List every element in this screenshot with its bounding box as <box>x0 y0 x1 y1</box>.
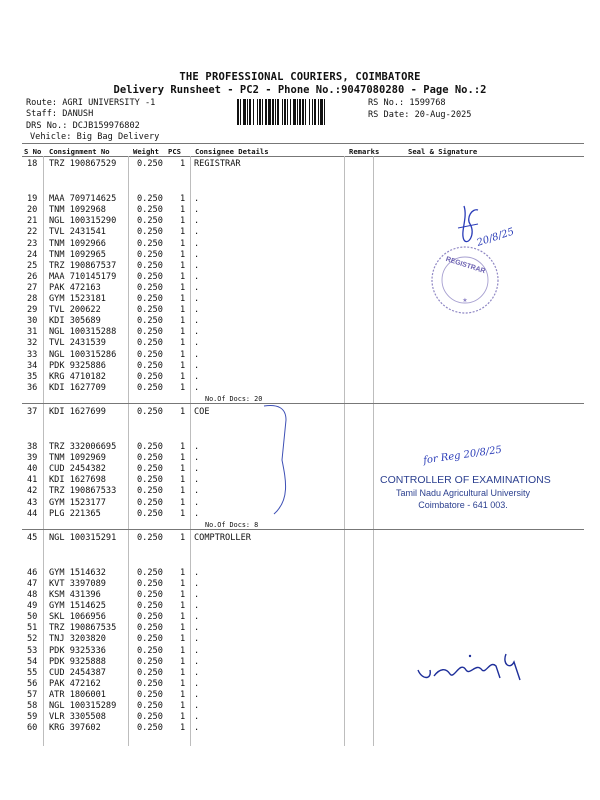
cell-name: . <box>194 349 200 360</box>
col-sno: S No <box>24 147 42 156</box>
cell-wt: 0.250 <box>137 159 163 169</box>
cell-sno: 34 <box>27 360 38 371</box>
cell-sno: 53 <box>27 645 38 656</box>
table-row <box>0 383 600 394</box>
cell-wt: 0.250 <box>137 260 163 271</box>
cell-wt: 0.250 <box>137 294 163 304</box>
cell-cons: TRZ 332006695 <box>49 442 117 452</box>
cell-wt: 0.250 <box>137 360 163 371</box>
cell-cons: TRZ 190867535 <box>49 623 117 634</box>
signature-date: 20/8/25 <box>475 226 516 249</box>
cell-pcs: 1 <box>180 612 186 623</box>
col-consignee: Consignee Details <box>195 147 269 156</box>
cell-name: . <box>194 508 200 519</box>
cell-sno: 32 <box>27 338 38 349</box>
cell-pcs: 1 <box>180 678 186 689</box>
table-row <box>0 623 600 634</box>
comptroller-signature <box>410 640 550 690</box>
cell-cons: VLR 3305508 <box>49 712 106 723</box>
cell-name: . <box>194 475 200 486</box>
cell-name: COE <box>194 406 210 417</box>
table-row <box>0 294 600 305</box>
table-row <box>0 261 600 272</box>
cell-cons: ATR 1806001 <box>49 689 106 700</box>
cell-pcs: 1 <box>180 194 186 205</box>
cell-cons: KSM 431396 <box>49 590 101 600</box>
cell-pcs: 1 <box>180 327 186 338</box>
cell-pcs: 1 <box>180 486 186 497</box>
table-row <box>0 579 600 590</box>
cell-wt: 0.250 <box>137 567 163 578</box>
cell-wt: 0.250 <box>137 238 163 249</box>
cell-pcs: 1 <box>180 634 186 645</box>
cell-wt: 0.250 <box>137 612 163 623</box>
cell-pcs: 1 <box>180 159 186 169</box>
cell-sno: 56 <box>27 678 38 689</box>
table-row <box>0 590 600 601</box>
cell-cons: CUD 2454382 <box>49 464 106 475</box>
cell-wt: 0.250 <box>137 656 163 667</box>
cell-cons: NGL 100315291 <box>49 532 117 543</box>
cell-wt: 0.250 <box>137 464 163 475</box>
table-row <box>0 509 600 520</box>
cell-pcs: 1 <box>180 371 186 382</box>
cell-sno: 54 <box>27 656 38 667</box>
header-top-rule <box>22 143 584 144</box>
docs-count: No.Of Docs: 20 <box>205 394 263 403</box>
cell-wt: 0.250 <box>137 205 163 216</box>
cell-sno: 20 <box>27 205 38 216</box>
cell-wt: 0.250 <box>137 249 163 260</box>
table-row <box>0 690 600 701</box>
runsheet-subtitle: Delivery Runsheet - PC2 - Phone No.:9047080280 - Page No.:2 <box>113 84 487 96</box>
cell-cons: NGL 100315290 <box>49 216 117 227</box>
cell-pcs: 1 <box>180 701 186 711</box>
cell-name: . <box>194 712 200 723</box>
cell-wt: 0.250 <box>137 475 163 486</box>
cell-name: . <box>194 464 200 475</box>
coe-handwritten-note: for Reg 20/8/25 <box>422 444 503 467</box>
rs-date: RS Date: 20-Aug-2025 <box>368 110 472 120</box>
cell-name: . <box>194 623 200 634</box>
cell-pcs: 1 <box>180 475 186 486</box>
cell-wt: 0.250 <box>137 508 163 519</box>
cell-cons: TNM 1092965 <box>49 249 106 260</box>
cell-name: . <box>194 249 200 260</box>
cell-cons: KDI 1627699 <box>49 406 106 417</box>
cell-name: . <box>194 282 200 293</box>
cell-pcs: 1 <box>180 453 186 464</box>
cell-sno: 27 <box>27 282 38 293</box>
table-row <box>0 372 600 383</box>
cell-pcs: 1 <box>180 406 186 417</box>
cell-pcs: 1 <box>180 294 186 304</box>
cell-cons: MAA 710145179 <box>49 271 117 282</box>
cell-pcs: 1 <box>180 578 186 589</box>
cell-name: . <box>194 567 200 578</box>
cell-pcs: 1 <box>180 205 186 216</box>
cell-name: . <box>194 294 200 304</box>
cell-wt: 0.250 <box>137 382 163 393</box>
col-remarks: Remarks <box>349 147 380 156</box>
table-row <box>0 453 600 464</box>
cell-name: . <box>194 238 200 249</box>
cell-sno: 18 <box>27 159 38 169</box>
cell-pcs: 1 <box>180 590 186 600</box>
coe-stamp-line3: Coimbatore - 641 003. <box>418 500 508 510</box>
svg-text:★: ★ <box>462 298 468 304</box>
cell-sno: 52 <box>27 634 38 645</box>
cell-pcs: 1 <box>180 508 186 519</box>
cell-sno: 36 <box>27 382 38 393</box>
cell-cons: GYM 1523181 <box>49 294 106 304</box>
cell-sno: 40 <box>27 464 38 475</box>
cell-name: . <box>194 634 200 645</box>
cell-sno: 51 <box>27 623 38 634</box>
cell-cons: TNM 1092969 <box>49 453 106 464</box>
cell-sno: 48 <box>27 590 38 600</box>
vehicle-label: Vehicle: Big Bag Delivery <box>30 132 160 142</box>
coe-bracket-mark <box>260 400 300 520</box>
cell-cons: PLG 221365 <box>49 508 101 519</box>
table-row <box>0 305 600 316</box>
cell-name: . <box>194 338 200 349</box>
registrar-signature <box>448 198 528 258</box>
cell-wt: 0.250 <box>137 194 163 205</box>
cell-sno: 26 <box>27 271 38 282</box>
cell-cons: TNJ 3203820 <box>49 634 106 645</box>
cell-pcs: 1 <box>180 238 186 249</box>
cell-sno: 33 <box>27 349 38 360</box>
table-row <box>0 712 600 723</box>
cell-pcs: 1 <box>180 338 186 349</box>
cell-wt: 0.250 <box>137 689 163 700</box>
cell-sno: 31 <box>27 327 38 338</box>
cell-wt: 0.250 <box>137 634 163 645</box>
cell-wt: 0.250 <box>137 667 163 678</box>
cell-name: . <box>194 382 200 393</box>
col-signature: Seal & Signature <box>408 147 478 156</box>
cell-sno: 55 <box>27 667 38 678</box>
rs-number: RS No.: 1599768 <box>368 98 446 108</box>
cell-wt: 0.250 <box>137 406 163 417</box>
cell-sno: 29 <box>27 305 38 316</box>
cell-wt: 0.250 <box>137 271 163 282</box>
table-row-first <box>0 159 600 170</box>
cell-sno: 45 <box>27 532 38 543</box>
cell-name: . <box>194 678 200 689</box>
drs-number: DRS No.: DCJB159976802 <box>26 121 140 131</box>
cell-name: . <box>194 260 200 271</box>
cell-wt: 0.250 <box>137 645 163 656</box>
cell-cons: TNM 1092968 <box>49 205 106 216</box>
cell-sno: 39 <box>27 453 38 464</box>
cell-wt: 0.250 <box>137 712 163 723</box>
cell-sno: 19 <box>27 194 38 205</box>
coe-stamp-line2: Tamil Nadu Agricultural University <box>395 488 531 498</box>
cell-cons: KRG 4710182 <box>49 371 106 382</box>
cell-wt: 0.250 <box>137 216 163 227</box>
cell-pcs: 1 <box>180 656 186 667</box>
cell-cons: PDK 9325886 <box>49 360 106 371</box>
cell-cons: PAK 472162 <box>49 678 101 689</box>
cell-cons: PDK 9325888 <box>49 656 106 667</box>
cell-name: . <box>194 656 200 667</box>
cell-cons: MAA 709714625 <box>49 194 117 205</box>
cell-pcs: 1 <box>180 271 186 282</box>
cell-sno: 42 <box>27 486 38 497</box>
cell-wt: 0.250 <box>137 590 163 600</box>
cell-sno: 49 <box>27 601 38 612</box>
table-row <box>0 612 600 623</box>
cell-wt: 0.250 <box>137 227 163 238</box>
cell-name: . <box>194 645 200 656</box>
seal-text: REGISTRAR <box>444 255 487 276</box>
cell-name: . <box>194 194 200 205</box>
cell-sno: 59 <box>27 712 38 723</box>
cell-pcs: 1 <box>180 623 186 634</box>
cell-cons: NGL 100315288 <box>49 327 117 338</box>
cell-wt: 0.250 <box>137 578 163 589</box>
cell-cons: NGL 100315286 <box>49 349 117 360</box>
cell-cons: TRZ 190867537 <box>49 260 117 271</box>
cell-name: . <box>194 590 200 600</box>
cell-name: . <box>194 216 200 227</box>
cell-wt: 0.250 <box>137 316 163 327</box>
cell-sno: 58 <box>27 701 38 711</box>
cell-sno: 44 <box>27 508 38 519</box>
route-label: Route: AGRI UNIVERSITY -1 <box>26 98 156 108</box>
cell-sno: 60 <box>27 723 38 734</box>
cell-pcs: 1 <box>180 316 186 327</box>
cell-sno: 28 <box>27 294 38 304</box>
group-divider <box>22 403 584 404</box>
cell-wt: 0.250 <box>137 497 163 508</box>
cell-pcs: 1 <box>180 249 186 260</box>
cell-name: . <box>194 612 200 623</box>
cell-pcs: 1 <box>180 667 186 678</box>
cell-cons: KDI 1627709 <box>49 382 106 393</box>
cell-name: . <box>194 371 200 382</box>
table-row-first <box>0 407 600 418</box>
cell-pcs: 1 <box>180 227 186 238</box>
cell-pcs: 1 <box>180 382 186 393</box>
table-row <box>0 316 600 327</box>
cell-sno: 43 <box>27 497 38 508</box>
cell-name: . <box>194 327 200 338</box>
cell-pcs: 1 <box>180 645 186 656</box>
cell-wt: 0.250 <box>137 601 163 612</box>
cell-name: . <box>194 497 200 508</box>
cell-sno: 30 <box>27 316 38 327</box>
cell-wt: 0.250 <box>137 532 163 543</box>
cell-wt: 0.250 <box>137 442 163 452</box>
barcode <box>237 99 365 125</box>
cell-pcs: 1 <box>180 260 186 271</box>
cell-name: . <box>194 723 200 734</box>
cell-pcs: 1 <box>180 567 186 578</box>
cell-wt: 0.250 <box>137 371 163 382</box>
cell-wt: 0.250 <box>137 623 163 634</box>
cell-wt: 0.250 <box>137 305 163 316</box>
cell-wt: 0.250 <box>137 723 163 734</box>
cell-pcs: 1 <box>180 532 186 543</box>
cell-name: . <box>194 442 200 452</box>
cell-name: . <box>194 305 200 316</box>
col-pcs: PCS <box>168 147 181 156</box>
cell-name: . <box>194 486 200 497</box>
cell-cons: PAK 472163 <box>49 282 101 293</box>
cell-pcs: 1 <box>180 216 186 227</box>
cell-pcs: 1 <box>180 497 186 508</box>
cell-wt: 0.250 <box>137 453 163 464</box>
table-row <box>0 723 600 734</box>
cell-cons: TVL 2431541 <box>49 227 106 238</box>
cell-name: . <box>194 689 200 700</box>
cell-cons: TVL 200622 <box>49 305 101 316</box>
cell-sno: 35 <box>27 371 38 382</box>
cell-pcs: 1 <box>180 723 186 734</box>
cell-pcs: 1 <box>180 464 186 475</box>
coe-stamp-line1: CONTROLLER OF EXAMINATIONS <box>380 474 551 486</box>
cell-cons: KRG 397602 <box>49 723 101 734</box>
cell-name: . <box>194 360 200 371</box>
cell-cons: TRZ 190867529 <box>49 159 117 169</box>
cell-wt: 0.250 <box>137 327 163 338</box>
cell-name: REGISTRAR <box>194 159 241 169</box>
cell-cons: NGL 100315289 <box>49 701 117 711</box>
staff-label: Staff: DANUSH <box>26 109 94 119</box>
cell-name: . <box>194 453 200 464</box>
page-title: THE PROFESSIONAL COURIERS, COIMBATORE <box>179 71 421 83</box>
cell-name: . <box>194 601 200 612</box>
table-row <box>0 442 600 453</box>
cell-sno: 38 <box>27 442 38 452</box>
cell-sno: 57 <box>27 689 38 700</box>
group-divider <box>22 529 584 530</box>
cell-pcs: 1 <box>180 305 186 316</box>
cell-cons: SKL 1066956 <box>49 612 106 623</box>
table-row <box>0 361 600 372</box>
cell-pcs: 1 <box>180 712 186 723</box>
cell-sno: 23 <box>27 238 38 249</box>
cell-cons: KVT 3397089 <box>49 578 106 589</box>
cell-pcs: 1 <box>180 601 186 612</box>
cell-cons: CUD 2454387 <box>49 667 106 678</box>
col-weight: Weight <box>133 147 159 156</box>
cell-wt: 0.250 <box>137 701 163 711</box>
table-row <box>0 283 600 294</box>
cell-wt: 0.250 <box>137 678 163 689</box>
table-row <box>0 338 600 349</box>
cell-name: . <box>194 578 200 589</box>
cell-name: . <box>194 701 200 711</box>
cell-name: . <box>194 227 200 238</box>
cell-sno: 24 <box>27 249 38 260</box>
cell-sno: 50 <box>27 612 38 623</box>
cell-cons: GYM 1523177 <box>49 497 106 508</box>
cell-cons: PDK 9325336 <box>49 645 106 656</box>
header-bottom-rule <box>22 156 584 157</box>
cell-cons: KDI 305689 <box>49 316 101 327</box>
cell-cons: GYM 1514625 <box>49 601 106 612</box>
table-row <box>0 601 600 612</box>
cell-sno: 47 <box>27 578 38 589</box>
cell-cons: KDI 1627698 <box>49 475 106 486</box>
cell-pcs: 1 <box>180 689 186 700</box>
cell-sno: 46 <box>27 567 38 578</box>
cell-pcs: 1 <box>180 349 186 360</box>
cell-wt: 0.250 <box>137 282 163 293</box>
cell-sno: 25 <box>27 260 38 271</box>
cell-wt: 0.250 <box>137 338 163 349</box>
table-row <box>0 350 600 361</box>
table-row <box>0 272 600 283</box>
table-row <box>0 568 600 579</box>
cell-name: COMPTROLLER <box>194 532 251 543</box>
cell-name: . <box>194 205 200 216</box>
cell-name: . <box>194 271 200 282</box>
cell-sno: 37 <box>27 406 38 417</box>
cell-cons: TNM 1092966 <box>49 238 106 249</box>
cell-name: . <box>194 667 200 678</box>
cell-pcs: 1 <box>180 360 186 371</box>
cell-pcs: 1 <box>180 282 186 293</box>
cell-cons: TRZ 190867533 <box>49 486 117 497</box>
cell-sno: 41 <box>27 475 38 486</box>
cell-cons: TVL 2431539 <box>49 338 106 349</box>
docs-count: No.Of Docs: 8 <box>205 520 259 529</box>
cell-pcs: 1 <box>180 442 186 452</box>
cell-wt: 0.250 <box>137 349 163 360</box>
cell-name: . <box>194 316 200 327</box>
cell-cons: GYM 1514632 <box>49 567 106 578</box>
cell-sno: 22 <box>27 227 38 238</box>
cell-sno: 21 <box>27 216 38 227</box>
cell-wt: 0.250 <box>137 486 163 497</box>
table-row-first <box>0 533 600 544</box>
table-row <box>0 327 600 338</box>
col-consignment: Consignment No <box>49 147 110 156</box>
table-row <box>0 701 600 712</box>
